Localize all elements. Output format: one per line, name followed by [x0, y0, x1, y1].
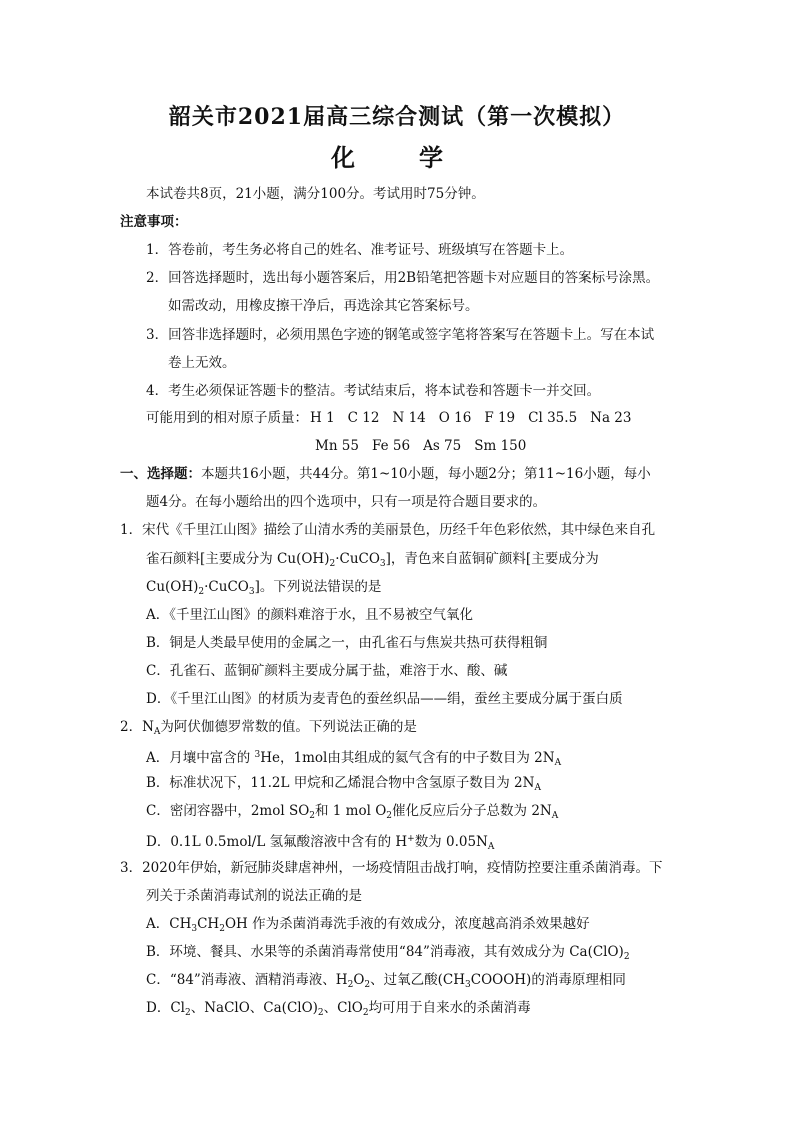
q1-option-b: B．铜是人类最早使用的金属之一，由孔雀石与焦炭共热可获得粗铜	[146, 635, 548, 651]
subject-title: 化 学	[331, 143, 463, 172]
q2-stem: 2．$N_A$为阿伏伽德罗常数的值。下列说法正确的是	[120, 719, 417, 737]
q2-option-b: B．标准状况下，11.2L 甲烷和乙烯混合物中含氢原子数目为 $2N_A$	[146, 775, 541, 793]
q3-option-c: C．“84”消毒液、酒精消毒液、$H_2O_2$、过氧乙酸$(CH_3COOOH)$的消毒原理相同	[146, 972, 626, 990]
q2-option-d: D．0.1L 0.5mol/L 氢氟酸溶液中含有的 H+数为 $0.05N_A$	[146, 834, 495, 852]
q1-option-c: C．孔雀石、蓝铜矿颜料主要成分属于盐，难溶于水、酸、碱	[146, 663, 508, 679]
section-1-label: 一、选择题：	[120, 466, 201, 482]
note-3b: 卷上无效。	[168, 355, 236, 371]
note-2a: 2．回答选择题时，选出每小题答案后，用2B铅笔把答题卡对应题目的答案标号涂黑。	[146, 270, 660, 286]
q3-option-a: A．$CH_3CH_2OH$ 作为杀菌消毒洗手液的有效成分，浓度越高消杀效果越好	[146, 916, 590, 934]
q3-stem-a: 3．2020年伊始，新冠肺炎肆虐神州，一场疫情阻击战打响，疫情防控要注重杀菌消毒。下	[120, 860, 663, 876]
note-3a: 3．回答非选择题时，必须用黑色字迹的钢笔或签字笔将答案写在答题卡上。写在本试	[146, 327, 655, 343]
q1-stem-b: 雀石颜料[主要成分为 $Cu(OH)_2\cdot CuCO_3$]，青色来自蓝铜矿颜料[主要成分为	[146, 551, 599, 569]
section-1-header: 一、选择题：本题共16小题，共44分。第1~10小题，每小题2分；第11~16小题，每小	[120, 466, 651, 482]
q1-stem-a: 1．宋代《千里江山图》描绘了山清水秀的美丽景色，历经千年色彩依然，其中绿色来自孔	[120, 522, 656, 538]
q2-option-c: C．密闭容器中，2mol $SO_2$和 1 mol $O_2$催化反应后分子总数为 $2N_A$	[146, 803, 559, 821]
q1-option-d: D．《千里江山图》的材质为麦青色的蚕丝织品——绢，蚕丝主要成分属于蛋白质	[146, 691, 623, 707]
section-1-text-b: 题4分。在每小题给出的四个选项中，只有一项是符合题目要求的。	[146, 494, 547, 510]
atomic-mass-row-2: Mn 55 Fe 56 As 75 Sm 150	[315, 438, 527, 454]
q3-option-d: D．$Cl_2$、NaClO、$Ca(ClO)_2$、ClO$_2$均可用于自来水的杀菌消毒	[146, 1000, 531, 1018]
q3-stem-b: 列关于杀菌消毒试剂的说法正确的是	[146, 888, 362, 904]
notes-heading: 注意事项：	[120, 214, 188, 230]
q2-option-a: A．月壤中富含的 $^3$He，1mol由其组成的氦气含有的中子数目为 $2N_A$	[146, 750, 562, 768]
note-2b: 如需改动，用橡皮擦干净后，再选涂其它答案标号。	[168, 298, 479, 314]
note-1: 1．答卷前，考生务必将自己的姓名、准考证号、班级填写在答题卡上。	[146, 242, 574, 258]
intro-text: 本试卷共8页，21小题，满分100分。考试用时75分钟。	[146, 186, 485, 202]
q3-option-b: B．环境、餐具、水果等的杀菌消毒常使用“84”消毒液，其有效成分为 $Ca(ClO)_2$	[146, 944, 630, 962]
q1-option-a: A．《千里江山图》的颜料难溶于水，且不易被空气氧化	[146, 607, 473, 623]
q1-stem-c: $Cu(OH)_2\cdot CuCO_3$]。下列说法错误的是	[146, 579, 382, 597]
atomic-mass-row-1: 可能用到的相对原子质量： H 1 C 12 N 14 O 16 F 19 Cl 35.5 Na 23	[146, 410, 632, 426]
atomic-mass-label: 可能用到的相对原子质量：	[146, 410, 308, 426]
exam-title: 韶关市2021届高三综合测试（第一次模拟）	[168, 104, 626, 130]
note-4: 4．考生必须保证答题卡的整洁。考试结束后，将本试卷和答题卡一并交回。	[146, 383, 601, 399]
